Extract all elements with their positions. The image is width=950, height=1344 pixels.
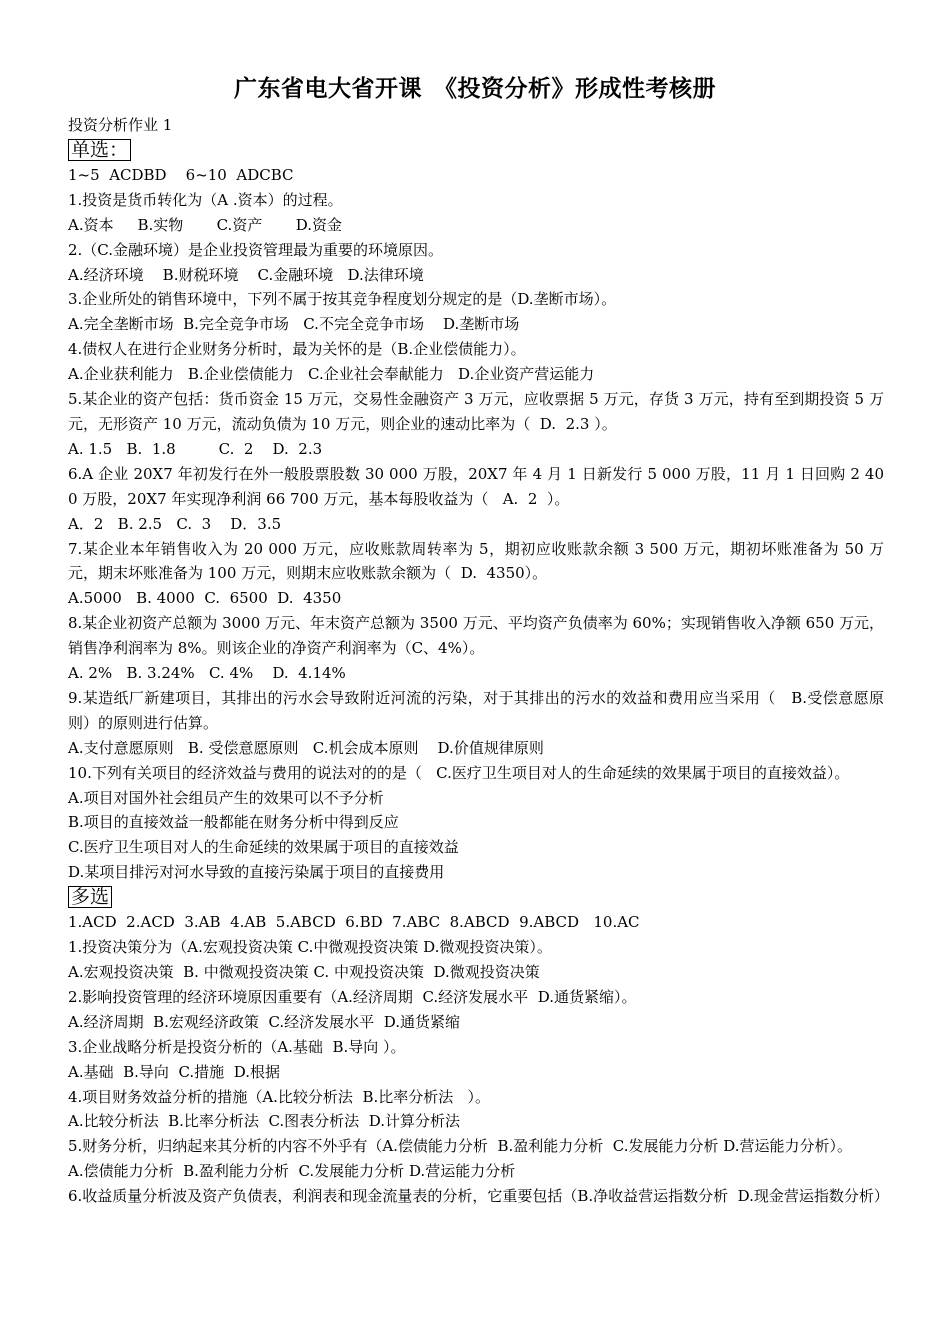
question-line: C.医疗卫生项目对人的生命延续的效果属于项目的直接效益 [68, 838, 459, 857]
section-single-choice-heading-wrap [68, 138, 884, 163]
question-line: A.经济环境 B.财税环境 C.金融环境 D.法律环境 [68, 265, 424, 284]
question-line: 10.下列有关项目的经济效益与费用的说法对的的是（ C.医疗卫生项目对人的生命延续的效果属于项目的直接效益）。 [68, 763, 850, 782]
question-line: B.项目的直接效益一般都能在财务分析中得到反应 [68, 813, 399, 832]
question-line: 1.投资决策分为（A.宏观投资决策 C.中微观投资决策 D.微观投资决策）。 [68, 938, 552, 957]
question-line: A. 1.5 B. 1.8 C. 2 D. 2.3 [68, 439, 323, 458]
question-line: A.偿债能力分析 B.盈利能力分析 C.发展能力分析 D.营运能力分析 [68, 1162, 516, 1181]
question-line: A.完全垄断市场 B.完全竞争市场 C.不完全竞争市场 D.垄断市场 [68, 315, 520, 334]
question-line: 6.收益质量分析波及资产负债表，利润表和现金流量表的分析，它重要包括（B.净收益营运指数分析 D.现金营运指数分析） [68, 1187, 889, 1206]
multi-choice-answer-key: 1.ACD 2.ACD 3.AB 4.AB 5.ABCD 6.BD 7.ABC 8.ABCD 9.ABCD 10.AC [68, 913, 640, 932]
question-line: A.项目对国外社会组员产生的效果可以不予分析 [68, 788, 384, 807]
question-line: 2.影响投资管理的经济环境原因重要有（A.经济周期 C.经济发展水平 D.通货紧缩）。 [68, 987, 637, 1006]
question-line: 8.某企业初资产总额为 3000 万元、年末资产总额为 3500 万元、平均资产负债率为 60%；实现销售收入净额 650 万元，销售净利润率为 8%。则该企业的净资产利润率为（C、4%）。 [68, 614, 885, 658]
single-choice-answer-key: 1~5 ACDBD 6~10 ADCBC [68, 165, 294, 184]
question-line: D.某项目排污对河水导致的直接污染属于项目的直接费用 [68, 863, 445, 882]
question-line: 4.项目财务效益分析的措施（A.比较分析法 B.比率分析法 ）。 [68, 1087, 491, 1106]
question-line: 6.A 企业 20X7 年初发行在外一般股票股数 30 000 万股，20X7 年 4 月 1 日新发行 5 000 万股，11 月 1 日回购 2 400 万股，20X7 年实现净利润 66 700 万元，基本每股收益为（ A. 2 ）。 [68, 464, 884, 508]
question-line: A.经济周期 B.宏观经济政策 C.经济发展水平 D.通货紧缩 [68, 1012, 460, 1031]
question-line: 7.某企业本年销售收入为 20 000 万元，应收账款周转率为 5，期初应收账款余额 3 500 万元，期初坏账准备为 50 万元，期末坏账准备为 100 万元，则期末应收账款余额为（ D. 4350）。 [68, 539, 884, 583]
question-line: 9.某造纸厂新建项目，其排出的污水会导致附近河流的污染，对于其排出的污水的效益和费用应当采用（ B.受偿意愿原则）的原则进行估算。 [68, 688, 884, 732]
question-line: 1.投资是货币转化为（A .资本）的过程。 [68, 190, 343, 209]
section-single-choice-heading: 单选： [68, 139, 131, 161]
question-line: A.5000 B. 4000 C. 6500 D. 4350 [68, 589, 342, 608]
multi-choice-questions [68, 935, 889, 1209]
section-multi-choice-heading-wrap [68, 885, 884, 910]
question-line: 3.企业所处的销售环境中，下列不属于按其竞争程度划分规定的是（D.垄断市场）。 [68, 290, 617, 309]
document-body [68, 113, 889, 1209]
question-line: A.支付意愿原则 B. 受偿意愿原则 C.机会成本原则 D.价值规律原则 [68, 738, 544, 757]
question-line: A. 2% B. 3.24% C. 4% D. 4.14% [68, 664, 346, 683]
section-multi-choice-heading: 多选 [68, 886, 112, 908]
question-line: A.比较分析法 B.比率分析法 C.图表分析法 D.计算分析法 [68, 1112, 460, 1131]
question-line: 4.债权人在进行企业财务分析时，最为关怀的是（B.企业偿债能力）。 [68, 340, 526, 359]
question-line: A.宏观投资决策 B. 中微观投资决策 C. 中观投资决策 D.微观投资决策 [68, 963, 540, 981]
question-line: A.资本 B.实物 C.资产 D.资金 [68, 215, 342, 234]
question-line: A.企业获利能力 B.企业偿债能力 C.企业社会奉献能力 D.企业资产营运能力 [68, 365, 595, 384]
question-line: 3.企业战略分析是投资分析的（A.基础 B.导向 ）。 [68, 1037, 406, 1056]
question-line: 5.财务分析，归纳起来其分析的内容不外乎有（A.偿债能力分析 B.盈利能力分析 C.发展能力分析 D.营运能力分析）。 [68, 1137, 853, 1156]
question-line: 5.某企业的资产包括：货币资金 15 万元，交易性金融资产 3 万元，应收票据 5 万元，存货 3 万元，持有至到期投资 5 万元，无形资产 10 万元，流动负债为 10 万元，则企业的速动比率为（ D. 2.3 ）。 [68, 390, 884, 433]
question-line: A．2 B. 2.5 C. 3 D．3.5 [68, 514, 282, 533]
question-line: 2.（C.金融环境）是企业投资管理最为重要的环境原因。 [68, 240, 444, 259]
assignment-subtitle: 投资分析作业 1 [68, 116, 173, 134]
question-line: A.基础 B.导向 C.措施 D.根据 [68, 1062, 280, 1081]
document-title: 广东省电大省开课 《投资分析》形成性考核册 [234, 75, 716, 102]
single-choice-questions [68, 188, 884, 885]
